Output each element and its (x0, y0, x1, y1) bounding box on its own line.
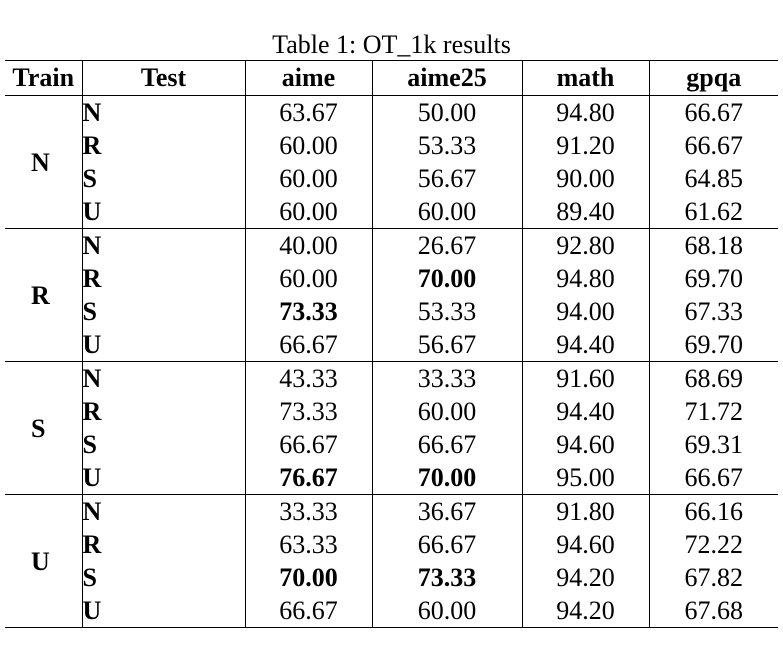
cell-math: 95.00 (522, 461, 649, 495)
header-row (5, 61, 778, 96)
test-label: N (82, 497, 102, 526)
test-label-cell (82, 594, 245, 628)
cell-gpqa: 69.70 (649, 262, 778, 295)
cell-aime: 40.00 (245, 229, 372, 263)
cell-gpqa: 69.31 (649, 428, 778, 461)
cell-aime25: 73.33 (372, 561, 522, 594)
cell-math: 94.40 (522, 328, 649, 362)
cell-math: 94.60 (522, 428, 649, 461)
table-row (5, 395, 778, 428)
cell-gpqa: 67.82 (649, 561, 778, 594)
table-body (5, 96, 778, 628)
cell-gpqa: 71.72 (649, 395, 778, 428)
cell-aime: 70.00 (245, 561, 372, 594)
test-label-cell (82, 461, 245, 495)
cell-aime25: 36.67 (372, 495, 522, 529)
test-label-cell (82, 495, 245, 529)
table-row (5, 328, 778, 362)
cell-gpqa: 68.18 (649, 229, 778, 263)
table-row (5, 96, 778, 130)
cell-math: 92.80 (522, 229, 649, 263)
test-label: R (82, 530, 102, 559)
cell-aime25: 56.67 (372, 162, 522, 195)
test-label-cell (82, 428, 245, 461)
cell-gpqa: 69.70 (649, 328, 778, 362)
cell-aime25: 33.33 (372, 362, 522, 396)
train-label: R (5, 229, 82, 362)
cell-aime25: 53.33 (372, 129, 522, 162)
table-row (5, 229, 778, 263)
test-label-cell (82, 295, 245, 328)
table-row (5, 362, 778, 396)
column-header-train: Train (5, 61, 82, 96)
test-label: R (82, 397, 102, 426)
cell-aime: 63.67 (245, 96, 372, 130)
cell-aime25: 56.67 (372, 328, 522, 362)
cell-aime25: 53.33 (372, 295, 522, 328)
cell-gpqa: 66.67 (649, 129, 778, 162)
table-row (5, 528, 778, 561)
cell-aime25: 70.00 (372, 262, 522, 295)
test-label: U (82, 197, 102, 226)
test-label-cell (82, 528, 245, 561)
table-row (5, 428, 778, 461)
cell-gpqa: 67.33 (649, 295, 778, 328)
cell-gpqa: 66.67 (649, 461, 778, 495)
table-row (5, 195, 778, 229)
test-label: U (82, 463, 102, 492)
test-label: S (82, 430, 97, 459)
test-label-cell (82, 129, 245, 162)
test-label-cell (82, 162, 245, 195)
results-table (5, 60, 778, 628)
test-label: R (82, 264, 102, 293)
cell-math: 94.40 (522, 395, 649, 428)
cell-gpqa: 64.85 (649, 162, 778, 195)
cell-aime25: 66.67 (372, 428, 522, 461)
cell-math: 94.60 (522, 528, 649, 561)
test-label-cell (82, 328, 245, 362)
test-label: S (82, 563, 97, 592)
cell-aime: 60.00 (245, 162, 372, 195)
table-row (5, 594, 778, 628)
table-row (5, 295, 778, 328)
test-label: U (82, 330, 102, 359)
train-label: U (5, 495, 82, 628)
train-label: N (5, 96, 82, 229)
cell-gpqa: 68.69 (649, 362, 778, 396)
cell-aime: 66.67 (245, 428, 372, 461)
cell-aime: 60.00 (245, 129, 372, 162)
cell-math: 94.80 (522, 96, 649, 130)
cell-aime25: 60.00 (372, 594, 522, 628)
cell-gpqa: 67.68 (649, 594, 778, 628)
test-label-cell (82, 96, 245, 130)
test-label: N (82, 231, 102, 260)
train-label: S (5, 362, 82, 495)
test-label: S (82, 297, 97, 326)
cell-aime25: 70.00 (372, 461, 522, 495)
cell-aime: 66.67 (245, 328, 372, 362)
test-label-cell (82, 262, 245, 295)
cell-math: 94.20 (522, 561, 649, 594)
test-label-cell (82, 362, 245, 396)
cell-aime25: 26.67 (372, 229, 522, 263)
test-label-cell (82, 229, 245, 263)
cell-aime: 63.33 (245, 528, 372, 561)
cell-math: 94.20 (522, 594, 649, 628)
cell-aime25: 66.67 (372, 528, 522, 561)
cell-aime25: 60.00 (372, 395, 522, 428)
cell-math: 94.80 (522, 262, 649, 295)
cell-gpqa: 61.62 (649, 195, 778, 229)
cell-math: 94.00 (522, 295, 649, 328)
cell-aime: 76.67 (245, 461, 372, 495)
cell-gpqa: 72.22 (649, 528, 778, 561)
cell-aime25: 50.00 (372, 96, 522, 130)
test-label-cell (82, 395, 245, 428)
cell-aime25: 60.00 (372, 195, 522, 229)
cell-math: 90.00 (522, 162, 649, 195)
column-header-gpqa: gpqa (649, 61, 778, 96)
column-header-aime25: aime25 (372, 61, 522, 96)
cell-aime: 43.33 (245, 362, 372, 396)
table-row (5, 561, 778, 594)
cell-aime: 60.00 (245, 262, 372, 295)
cell-math: 91.60 (522, 362, 649, 396)
table-row (5, 461, 778, 495)
cell-math: 89.40 (522, 195, 649, 229)
test-label: R (82, 131, 102, 160)
test-label: N (82, 364, 102, 393)
cell-gpqa: 66.16 (649, 495, 778, 529)
table-row (5, 162, 778, 195)
cell-aime: 33.33 (245, 495, 372, 529)
cell-aime: 73.33 (245, 295, 372, 328)
column-header-math: math (522, 61, 649, 96)
column-header-aime: aime (245, 61, 372, 96)
test-label-cell (82, 195, 245, 229)
column-header-test: Test (82, 61, 245, 96)
test-label: S (82, 164, 97, 193)
test-label-cell (82, 561, 245, 594)
cell-aime: 60.00 (245, 195, 372, 229)
test-label: N (82, 98, 102, 127)
table-caption: Table 1: OT_1k results (272, 30, 511, 59)
test-label: U (82, 596, 102, 625)
table-row (5, 129, 778, 162)
cell-math: 91.20 (522, 129, 649, 162)
table-row (5, 495, 778, 529)
table-row (5, 262, 778, 295)
cell-aime: 73.33 (245, 395, 372, 428)
cell-gpqa: 66.67 (649, 96, 778, 130)
cell-math: 91.80 (522, 495, 649, 529)
cell-aime: 66.67 (245, 594, 372, 628)
